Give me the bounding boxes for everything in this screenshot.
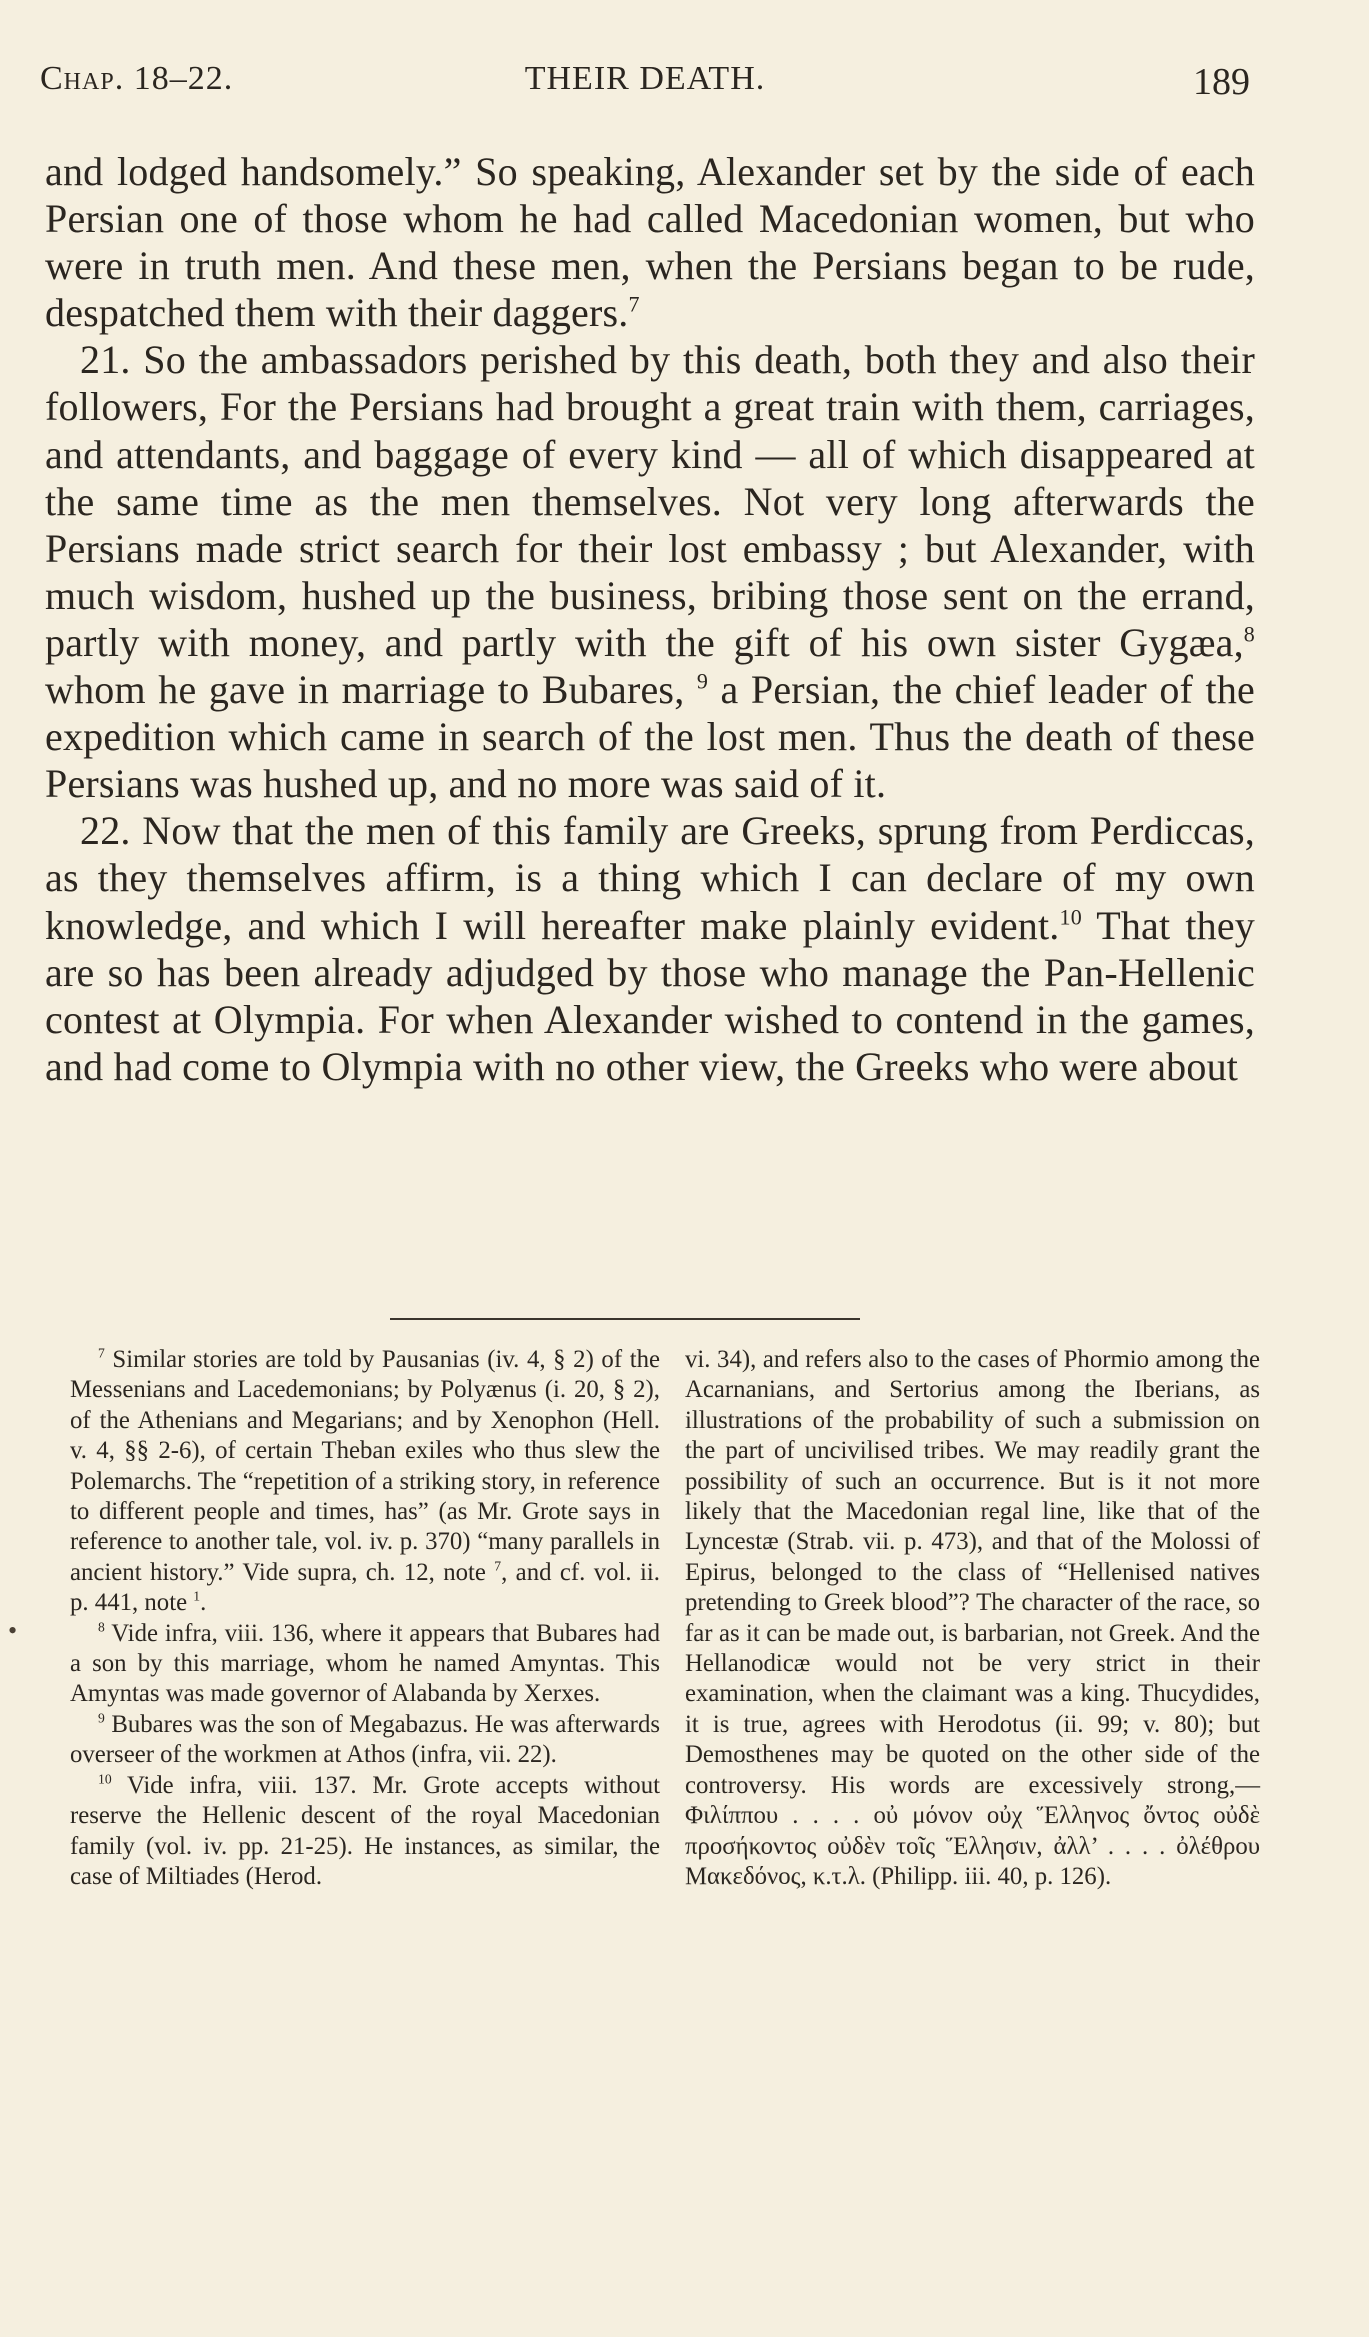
footnotes-right-column — [685, 1345, 1260, 1892]
footnote-ref-9: 9 — [696, 668, 709, 694]
paragraph-22-text-b: That they are so has been already adjudged by those who manage the Pan-Hellenic contest at Olympia. For when Alexander wished to contend in the games, and had come to Olympia with no other view, the Greeks who were about — [45, 902, 1255, 1089]
footnote-7-number: 7 — [98, 1345, 105, 1361]
footnote-10-continued: vi. 34), and refers also to the cases of Phormio among the Acarnanians, and Sertorius among the Iberians, as illustrations of the probability of such a submission on the part of uncivilised tribes. We may readily grant the possibility of such an occurrence. But is it not more likely that the Macedonian regal line, like that of the Lyncestæ (Strab. vii. p. 473), and that of the Molossi of Epirus, belonged to the class of “Hellenised natives pretending to Greek blood”? The character of the race, so far as it can be made out, is barbarian, not Greek. And the Hellanodicæ would not be very strict in their examination, when the claimant was a king. Thucydides, it is true, agrees with Herodotus (ii. 99; v. 80); but Demosthenes may be quoted on the other side of the controversy. His words are excessively strong,—Φιλίππου . . . . οὐ μόνον οὐχ Ἕλληνος ὄντος οὐδὲ προσήκοντος οὐδὲν τοῖς Ἕλλησιν, ἀλλ’ . . . . ὀλέθρου Μακεδόνος, κ.τ.λ. (Philipp. iii. 40, p. 126). — [685, 1346, 1260, 1890]
footnote-9-text: Bubares was the son of Megabazus. He was afterwards overseer of the workmen at Athos (infra, vii. 22). — [70, 1710, 660, 1769]
paragraph-1-text: and lodged handsomely.” So speaking, Alexander set by the side of each Persian one of those whom he had called Macedonian women, but who were in truth men. And these men, when the Persians began to be rude, despatched them with their daggers. — [45, 149, 1255, 336]
paragraph-21 — [45, 336, 1255, 807]
footnote-7-ref: 7 — [494, 1558, 502, 1574]
footnotes-left-column — [70, 1345, 660, 1892]
footnote-7-ref-2: 1 — [193, 1588, 201, 1604]
margin-mark: • — [8, 1616, 18, 1645]
footnote-9 — [70, 1710, 660, 1771]
paragraph-22-text-a: 22. Now that the men of this family are Greeks, sprung from Perdiccas, as they themselves affirm, is a thing which I can declare of my own knowledge, and which I will hereafter make plainly evident. — [45, 808, 1255, 948]
page-number: 189 — [1193, 61, 1250, 103]
running-header — [40, 60, 1250, 110]
footnote-ref-8: 8 — [1243, 621, 1255, 647]
footnote-ref-10: 10 — [1059, 904, 1082, 930]
footnote-divider — [390, 1318, 860, 1320]
paragraph-21-text-b: whom he gave in marriage to Bubares, — [45, 667, 697, 713]
footnote-10-text: Vide infra, viii. 137. Mr. Grote accepts without reserve the Hellenic descent of the royal Macedonian family (vol. iv. pp. 21-25). He instances, as similar, the case of Miltiades (Herod. — [70, 1771, 660, 1890]
paragraph-21-text-a: 21. So the ambassadors perished by this death, both they and also their followers, For the Persians had brought a great train with them, carriages, and attendants, and baggage of every kind — all of which disappeared at the same time as the men themselves. Not very long afterwards the Persians made strict search for their lost embassy ; but Alexander, with much wisdom, hushed up the business, bribing those sent on the errand, partly with money, and partly with the gift of his own sister Gygæa, — [45, 337, 1255, 665]
footnote-9-number: 9 — [98, 1710, 105, 1726]
chapter-label: Chap. 18–22. — [40, 60, 234, 97]
footnote-7-text: Similar stories are told by Pausanias (iv. 4, § 2) of the Messenians and Lacedemonians; by Polyænus (i. 20, § 2), of the Athenians and Megarians; and by Xenophon (Hell. v. 4, §§ 2-6), of certain Theban exiles who thus slew the Polemarchs. The “repetition of a striking story, in reference to different people and times, has” (as Mr. Grote says in reference to another tale, vol. iv. p. 370) “many parallels in ancient history.” Vide supra, ch. 12, note — [70, 1346, 660, 1586]
page-title: THEIR DEATH. — [524, 60, 766, 97]
footnote-7-end: . — [200, 1589, 207, 1617]
main-text — [45, 148, 1255, 1090]
footnote-8-number: 8 — [98, 1619, 105, 1635]
footnote-ref-7: 7 — [628, 291, 640, 317]
footnote-8-text: Vide infra, viii. 136, where it appears that Bubares had a son by this marriage, whom he named Amyntas. This Amyntas was made governor of Alabanda by Xerxes. — [70, 1619, 660, 1708]
footnote-7-text-2: , and cf. vol. ii. p. 441, note — [70, 1558, 660, 1617]
footnote-8 — [70, 1619, 660, 1710]
footnote-10 — [70, 1771, 660, 1893]
footnote-7 — [70, 1345, 660, 1619]
paragraph-21-text-c: a Persian, the chief leader of the expedition which came in search of the lost men. Thus the death of these Persians was hushed up, and no more was said of it. — [45, 667, 1255, 807]
paragraph-22 — [45, 807, 1255, 1090]
paragraph-1 — [45, 148, 1255, 336]
footnote-10-number: 10 — [98, 1771, 112, 1787]
